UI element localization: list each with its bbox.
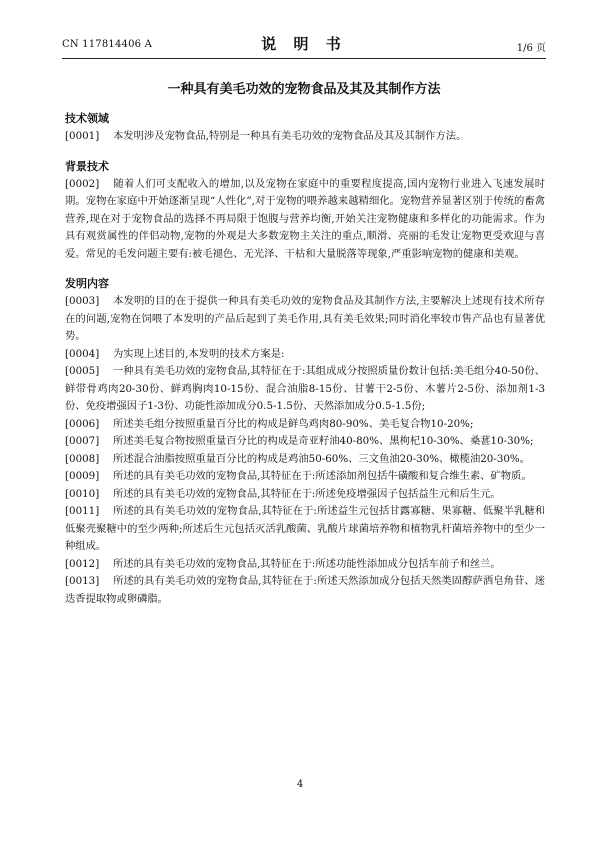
paragraph-number: [0008] — [65, 452, 100, 465]
document-body — [65, 110, 545, 608]
section-gap — [65, 263, 545, 275]
document-type-label: 说 明 书 — [261, 35, 347, 53]
page-indicator: 1/6 页 — [516, 43, 546, 54]
paragraph-number: [0011] — [65, 505, 100, 517]
paragraph — [65, 486, 545, 504]
paragraph — [65, 433, 545, 451]
paragraph-number: [0001] — [65, 130, 100, 142]
paragraph — [65, 451, 545, 469]
paragraph — [65, 346, 545, 364]
paragraph — [65, 363, 545, 416]
paragraph-text: 所述的具有美毛功效的宠物食品,其特征在于:所述益生元包括甘露寡糖、果寡糖、低聚半乳糖和低聚壳聚糖中的至少两种;所述后生元包括灭活乳酸菌、乳酸片球菌培养物和植物乳杆菌培养物中的至少一种组成。 — [65, 505, 545, 552]
paragraph — [65, 468, 545, 486]
paragraph-text: 一种具有美毛功效的宠物食品,其特征在于:其组成成分按照质量份数计包括:美毛组分40-50份、鲜带骨鸡肉20-30份、鲜鸡胸肉10-15份、混合油脂8-15份、甘薯干2-5份、木薯片2-5份、添加剂1-3份、免疫增强因子1-3份、功能性添加成分0.5-1.5份、天然添加成分0.5-1.5份; — [65, 365, 545, 412]
section-gap — [65, 146, 545, 158]
paragraph-number: [0003] — [65, 295, 100, 307]
paragraph-text: 所述的具有美毛功效的宠物食品,其特征在于:所述功能性添加成分包括车前子和丝兰。 — [113, 557, 501, 570]
paragraph-text: 所述美毛组分按照重量百分比的构成是鲜鸟鸡肉80-90%、美毛复合物10-20%; — [113, 417, 474, 430]
paragraph-text: 所述的具有美毛功效的宠物食品,其特征在于:所述天然添加成分包括天然类固醇萨洒皂角苷、迷迭香提取物或卵磷脂。 — [65, 575, 545, 605]
paragraph-text: 所述的具有美毛功效的宠物食品,其特征在于:所述免疫增强因子包括益生元和后生元。 — [113, 487, 501, 500]
paragraph-number: [0004] — [65, 347, 100, 360]
paragraph-number: [0002] — [65, 177, 100, 190]
paragraph-text: 所述混合油脂按照重量百分比的构成是鸡油50-60%、三文鱼油20-30%、橄榄油20-30%。 — [113, 452, 531, 465]
paragraph-number: [0013] — [65, 575, 100, 587]
paragraph-number: [0006] — [65, 417, 100, 430]
paragraph-text: 本发明涉及宠物食品,特别是一种具有美毛功效的宠物食品及其及其制作方法。 — [113, 130, 467, 142]
paragraph-number: [0007] — [65, 435, 100, 447]
paragraph-text: 所述的具有美毛功效的宠物食品,其特征在于:所述添加剂包括牛磺酸和复合维生素、矿物质。 — [113, 470, 532, 482]
paragraph-text: 所述美毛复合物按照重量百分比的构成是奇亚籽油40-80%、黑枸杞10-30%、桑葚10-30%; — [113, 435, 534, 447]
paragraph-text: 本发明的目的在于提供一种具有美毛功效的宠物食品及其制作方法,主要解决上述现有技术所存在的问题,宠物在饲喂了本发明的产品后起到了美毛作用,具有美毛效果;同时消化率较市售产品也有显著优势。 — [65, 295, 545, 342]
section-heading: 发明内容 — [65, 277, 109, 290]
paragraph — [65, 293, 545, 346]
paragraph — [65, 416, 545, 434]
paragraph — [65, 503, 545, 556]
paragraph-number: [0012] — [65, 557, 100, 570]
document-title: 一种具有美毛功效的宠物食品及其及其制作方法 — [167, 82, 441, 97]
paragraph — [65, 556, 545, 574]
page-number: 4 — [296, 779, 304, 790]
paragraph-text: 随着人们可支配收入的增加,以及宠物在家庭中的重要程度提高,国内宠物行业进入飞速发展时期。宠物在家庭中开始逐渐呈现“人性化”,对于宠物的喂养越来越精细化。宠物营养显著区别于传统的畜禽营养,现在对于宠物食品的选择不再局限于饱腹与营养均衡,开始关注宠物健康和多样化的功能需求。作为具有观赏属性的伴侣动物,宠物的外观是大多数宠物主关注的重点,顺滑、亮丽的毛发让宠物更受欢迎与喜爱。常见的毛发问题主要有:被毛褪色、无光泽、干枯和大量脱落等现象,严重影响宠物的健康和美观。 — [65, 177, 545, 260]
section-heading: 背景技术 — [65, 159, 109, 173]
section-heading: 技术领域 — [65, 112, 109, 125]
paragraph-number: [0010] — [65, 487, 100, 500]
paragraph-number: [0009] — [65, 470, 100, 482]
paragraph-text: 为实现上述目的,本发明的技术方案是: — [113, 347, 285, 360]
paragraph — [65, 573, 545, 608]
paragraph-number: [0005] — [65, 365, 100, 377]
page-header — [62, 28, 546, 59]
paragraph — [65, 128, 545, 146]
patent-number: CN 117814406 A — [62, 39, 153, 50]
paragraph — [65, 176, 545, 264]
